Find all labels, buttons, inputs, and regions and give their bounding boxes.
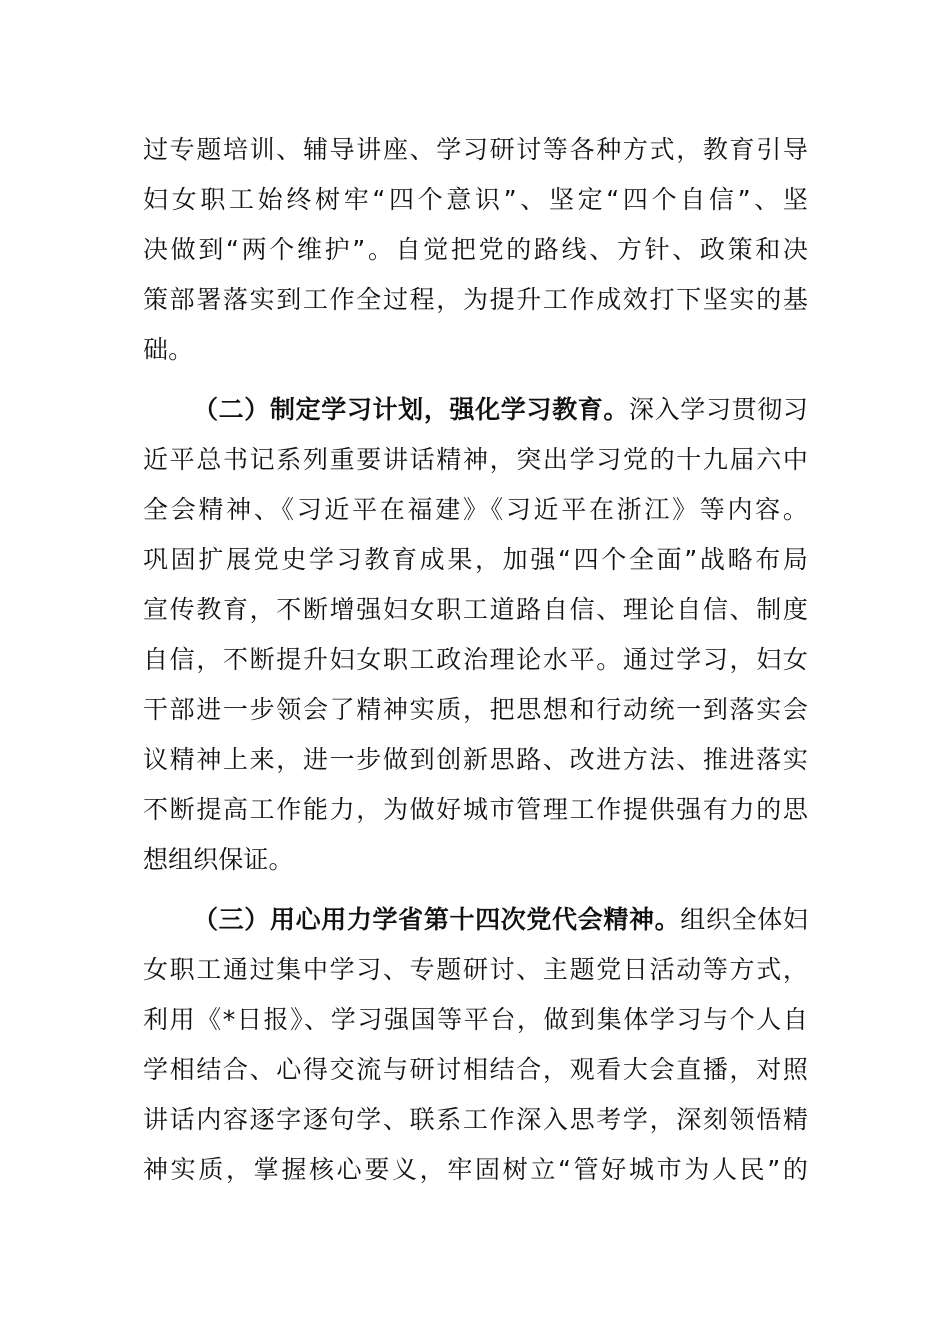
paragraph-2-line-7: 干部进一步领会了精神实质，把思想和行动统一到落实会 <box>143 695 808 724</box>
paragraph-3-line-3: 利用《*日报》、学习强国等平台，做到集体学习与个人自 <box>143 1005 808 1034</box>
paragraph-2-line-5: 宣传教育，不断增强妇女职工道路自信、理论自信、制度 <box>143 595 808 624</box>
paragraph-2-line-6: 自信，不断提升妇女职工政治理论水平。通过学习，妇女 <box>143 645 808 674</box>
paragraph-2-line-10: 想组织保证。 <box>143 845 294 874</box>
paragraph-3-line-5: 讲话内容逐字逐句学、联系工作深入思考学，深刻领悟精 <box>143 1105 808 1134</box>
paragraph-3-heading: （三）用心用力学省第十四次党代会精神。 <box>193 905 681 934</box>
paragraph-2-first-line <box>193 392 808 428</box>
paragraph-2-heading: （二）制定学习计划，强化学习教育。 <box>193 395 630 424</box>
paragraph-2-line-3: 全会精神、《习近平在福建》《习近平在浙江》等内容。 <box>143 495 808 524</box>
paragraph-3-first-line-rest: 组织全体妇 <box>680 905 808 934</box>
paragraph-2-line-4: 巩固扩展党史学习教育成果，加强“四个全面”战略布局 <box>143 545 808 574</box>
paragraph-1-line-5: 础。 <box>143 335 194 364</box>
paragraph-2-first-line-rest: 深入学习贯彻习 <box>629 395 809 424</box>
paragraph-1-line-1: 过专题培训、辅导讲座、学习研讨等各种方式，教育引导 <box>143 135 808 164</box>
paragraph-3-line-2: 女职工通过集中学习、专题研讨、主题党日活动等方式， <box>143 955 808 984</box>
paragraph-3-line-6: 神实质，掌握核心要义，牢固树立“管好城市为人民”的 <box>143 1155 808 1184</box>
paragraph-2-line-2: 近平总书记系列重要讲话精神，突出学习党的十九届六中 <box>143 445 808 474</box>
paragraph-1-line-3: 决做到“两个维护”。自觉把党的路线、方针、政策和决 <box>143 235 808 264</box>
paragraph-3-first-line <box>193 902 808 938</box>
paragraph-2-line-8: 议精神上来，进一步做到创新思路、改进方法、推进落实 <box>143 745 808 774</box>
paragraph-3-line-4: 学相结合、心得交流与研讨相结合，观看大会直播，对照 <box>143 1055 808 1084</box>
paragraph-1-line-2: 妇女职工始终树牢“四个意识”、坚定“四个自信”、坚 <box>143 185 808 214</box>
paragraph-2-line-9: 不断提高工作能力，为做好城市管理工作提供强有力的思 <box>143 795 808 824</box>
paragraph-1-line-4: 策部署落实到工作全过程，为提升工作成效打下坚实的基 <box>143 285 808 314</box>
